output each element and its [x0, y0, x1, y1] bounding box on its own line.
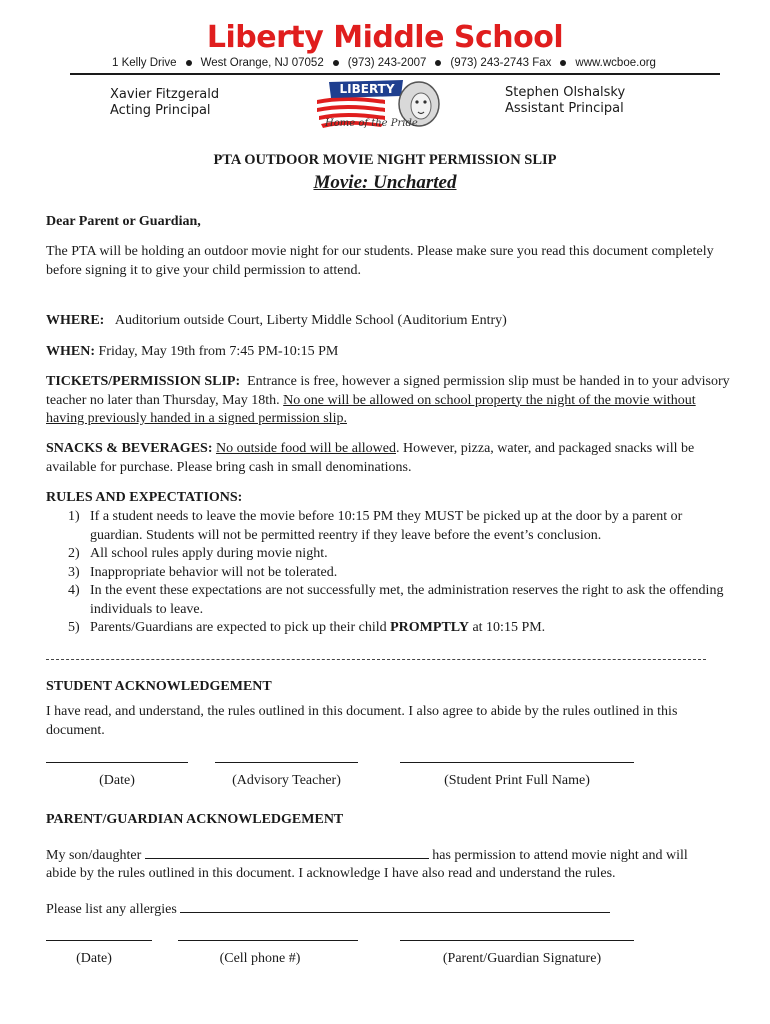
advisory-teacher-field[interactable] [215, 762, 358, 763]
page-title: PTA OUTDOOR MOVIE NIGHT PERMISSION SLIP [213, 152, 557, 168]
tickets-label: TICKETS/PERMISSION SLIP: [46, 374, 241, 389]
list-item: 5) Parents/Guardians are expected to pick up their child PROMPTLY at 10:15 PM. [68, 620, 546, 635]
cut-line [46, 659, 706, 660]
list-item: 3) Inappropriate behavior will not be tolerated. [68, 564, 338, 580]
where-label: WHERE: [46, 313, 105, 328]
tickets-paragraph [46, 373, 736, 429]
student-name-field[interactable] [400, 762, 634, 763]
website: www.wcboe.org [575, 57, 656, 69]
contact-line [112, 57, 656, 69]
bullet-icon [560, 60, 566, 66]
intro-paragraph: The PTA will be holding an outdoor movie night for our students. Please make sure you read this document completely before signing it to give your child permission to attend. [46, 244, 714, 278]
city: West Orange, NJ 07052 [200, 57, 324, 69]
student-name-caption: (Student Print Full Name) [444, 773, 590, 788]
allergies-field[interactable] [180, 900, 610, 913]
where-line [46, 312, 736, 331]
principal-name: Xavier Fitzgerald [110, 87, 220, 102]
logo-text: LIBERTY [339, 82, 395, 96]
when-label: WHEN: [46, 344, 95, 359]
parent-ack-heading: PARENT/GUARDIAN ACKNOWLEDGEMENT [46, 812, 344, 827]
school-name: Liberty Middle School [206, 20, 564, 55]
parent-date-field[interactable] [46, 940, 152, 941]
movie-subtitle: Movie: Uncharted [313, 172, 457, 193]
advisory-teacher-caption: (Advisory Teacher) [232, 773, 341, 788]
fax: (973) 243-2743 Fax [450, 57, 552, 69]
assistant-name: Stephen Olshalsky [505, 85, 626, 100]
when-line [46, 343, 736, 362]
snacks-text: . However, pizza, water, and packaged snacks will be available for purchase. Please bring cash in small denominations. [46, 441, 695, 475]
snacks-label: SNACKS & BEVERAGES: [46, 441, 213, 456]
parent-ack-text: abide by the rules outlined in this document. I acknowledge I have also read and understand the rules. [46, 866, 616, 881]
cell-phone-field[interactable] [178, 940, 358, 941]
snacks-paragraph [46, 440, 736, 477]
header-divider [70, 73, 720, 75]
assistant-title: Assistant Principal [505, 101, 624, 116]
rules-heading: RULES AND EXPECTATIONS: [46, 490, 243, 505]
principal-title: Acting Principal [110, 103, 211, 118]
son-prefix: My son/daughter [46, 848, 142, 863]
logo-motto: Home of the Pride [325, 118, 418, 129]
bullet-icon [435, 60, 441, 66]
student-date-field[interactable] [46, 762, 188, 763]
parent-signature-caption: (Parent/Guardian Signature) [442, 951, 602, 966]
son-daughter-line [46, 846, 736, 866]
parent-signature-field[interactable] [400, 940, 634, 941]
cell-phone-caption: (Cell phone #) [219, 951, 301, 966]
phone: (973) 243-2007 [347, 57, 427, 69]
assistant-block [505, 85, 625, 117]
bullet-icon [333, 60, 339, 66]
student-date-caption: (Date) [99, 773, 135, 788]
principal-block [110, 87, 219, 119]
tickets-warning: No one will be allowed on school property the night of the movie without having previously handed in a signed permission slip. [46, 392, 696, 426]
snacks-warning: No outside food will be allowed [215, 441, 397, 456]
bullet-icon [186, 60, 192, 66]
student-ack-heading: STUDENT ACKNOWLEDGEMENT [46, 679, 272, 694]
tickets-text: Entrance is free, however a signed permission slip must be handed in to your advisory teacher no later than Thursday, May 18th. [46, 374, 730, 408]
list-item: 1) If a student needs to leave the movie before 10:15 PM they MUST be picked up at the door by a parent or guardian. Students will not be permitted reentry if they leave before the event’s conclusion. [68, 509, 683, 543]
son-suffix: has permission to attend movie night and will [432, 848, 688, 863]
salutation: Dear Parent or Guardian, [46, 214, 201, 229]
rules-list [46, 508, 736, 638]
son-daughter-field[interactable] [145, 846, 429, 859]
parent-date-caption: (Date) [76, 951, 112, 966]
allergies-label: Please list any allergies [46, 902, 177, 917]
when-text: Friday, May 19th from 7:45 PM-10:15 PM [98, 344, 339, 359]
allergies-line [46, 900, 736, 920]
address: 1 Kelly Drive [112, 57, 177, 69]
where-text: Auditorium outside Court, Liberty Middle School (Auditorium Entry) [114, 313, 507, 328]
student-ack-text: I have read, and understand, the rules outlined in this document. I also agree to abide by the rules outlined in this document. [46, 704, 678, 738]
list-item: 4) In the event these expectations are not successfully met, the administration reserves the right to ask the offending individuals to leave. [68, 583, 724, 617]
list-item: 2) All school rules apply during movie night. [68, 546, 328, 561]
